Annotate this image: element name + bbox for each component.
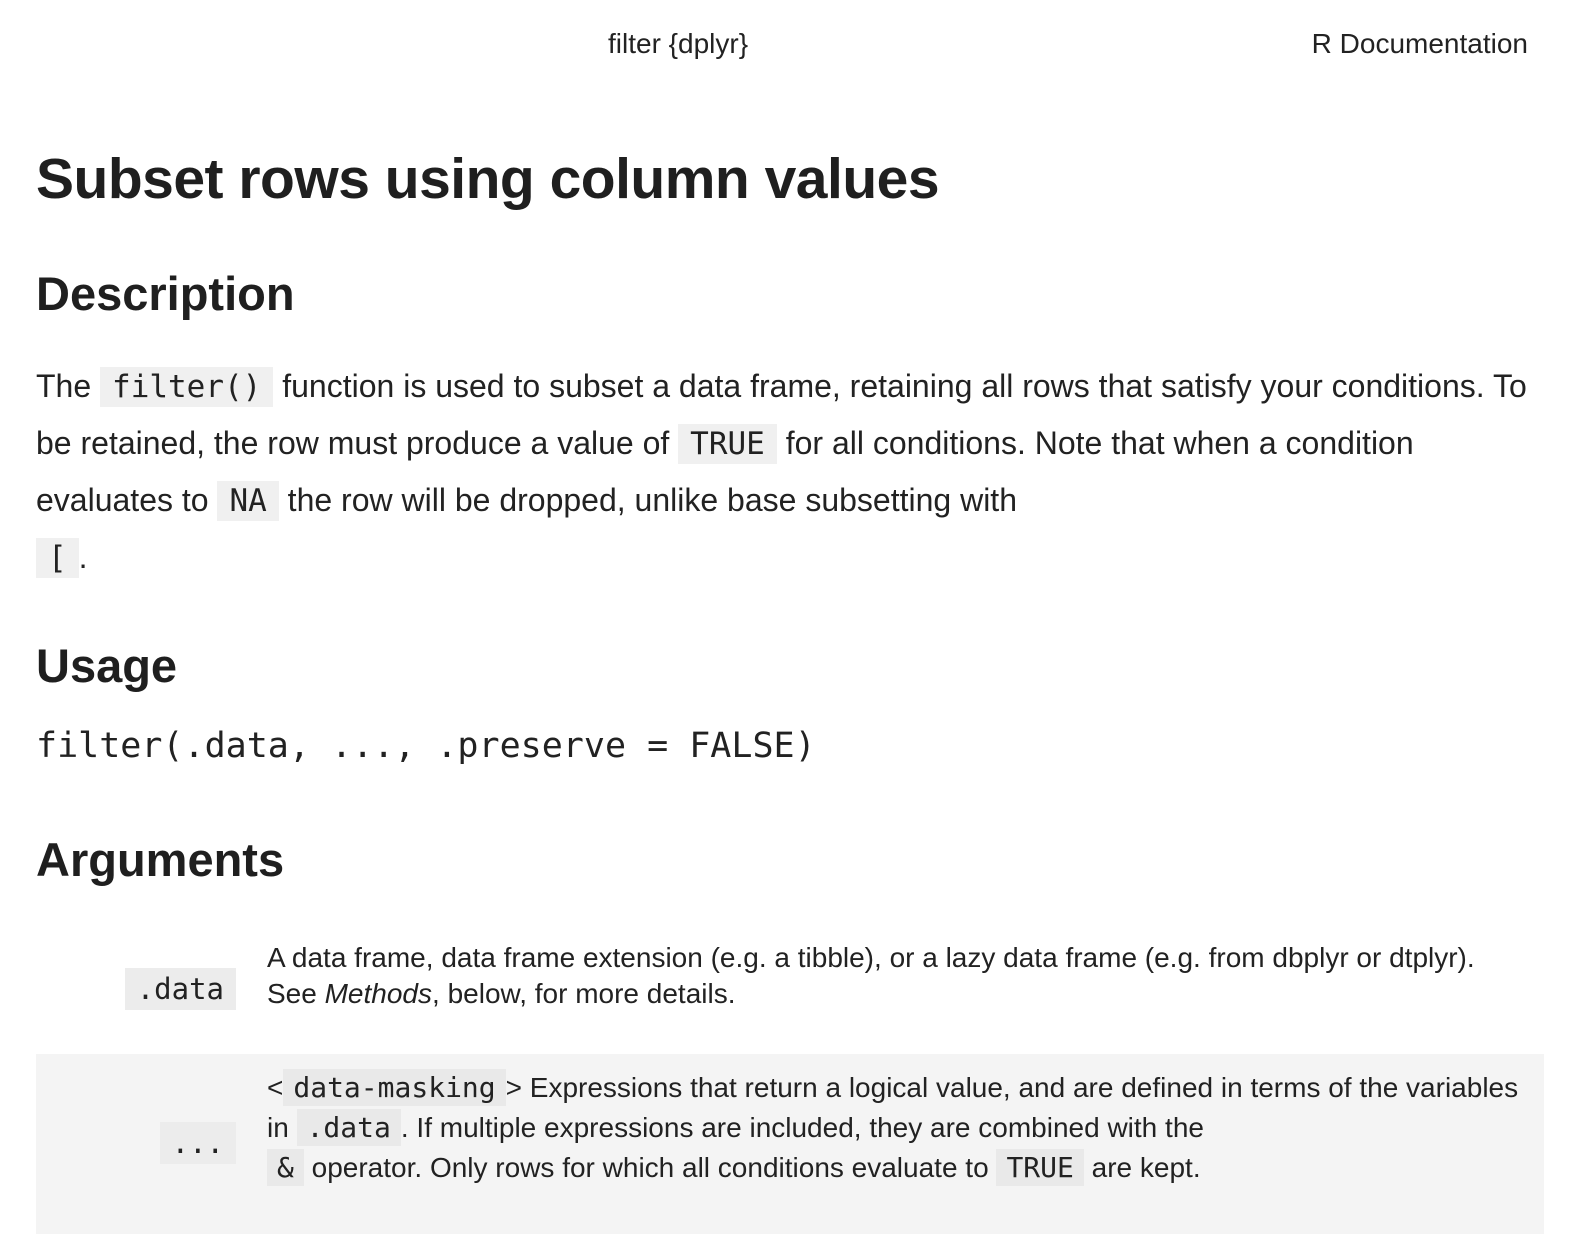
description-text-4: the row will be dropped, unlike base subsetting with: [278, 482, 1017, 518]
argument-description: [267, 940, 1527, 1012]
argument-name: ...: [160, 1122, 236, 1164]
argument-text: , below, for more details.: [432, 978, 736, 1009]
description-text-5: .: [78, 539, 88, 575]
arguments-heading: Arguments: [36, 833, 285, 886]
description-text: [36, 358, 1536, 586]
argument-description: [267, 1068, 1527, 1188]
argument-row-data: [36, 930, 1544, 1040]
methods-emphasis: Methods: [324, 978, 433, 1009]
description-text-2: function is used to subset a data frame, retaining all rows that satisfy your conditions. To be retained, the row must produce a value of: [36, 368, 1527, 461]
usage-code: filter(.data, ..., .preserve = FALSE): [36, 726, 816, 766]
argument-text: . If multiple expressions are included, they are combined with the: [400, 1112, 1204, 1143]
code-data: .data: [297, 1109, 401, 1146]
doc-label: R Documentation: [1311, 28, 1528, 59]
description-text-3: for all conditions. Note that when a condition evaluates to: [36, 425, 1414, 518]
argument-name: .data: [125, 968, 236, 1010]
topic-label: filter {dplyr}: [608, 28, 749, 59]
description-heading: Description: [36, 267, 295, 320]
description-text-1: The: [36, 368, 101, 404]
code-filter: filter(): [100, 367, 273, 407]
code-bracket: [: [36, 538, 79, 578]
doc-header: [0, 28, 1578, 64]
argument-row-dots: [36, 1054, 1544, 1234]
argument-text: > Expressions that return a logical value, and are defined in terms of the variables in: [267, 1072, 1519, 1143]
argument-text: <: [267, 1072, 284, 1103]
code-na: NA: [217, 481, 278, 521]
code-true: TRUE: [996, 1149, 1083, 1186]
usage-heading: Usage: [36, 639, 178, 692]
argument-text: operator. Only rows for which all conditions evaluate to: [303, 1152, 997, 1183]
argument-text: A data frame, data frame extension (e.g. a tibble), or a lazy data frame (e.g. from dbplyr or dtplyr). See: [267, 942, 1475, 1009]
argument-text: are kept.: [1083, 1152, 1201, 1183]
code-ampersand: &: [267, 1149, 304, 1186]
code-data-masking: data-masking: [283, 1069, 505, 1106]
code-true: TRUE: [678, 424, 777, 464]
page-title: Subset rows using column values: [36, 147, 940, 211]
